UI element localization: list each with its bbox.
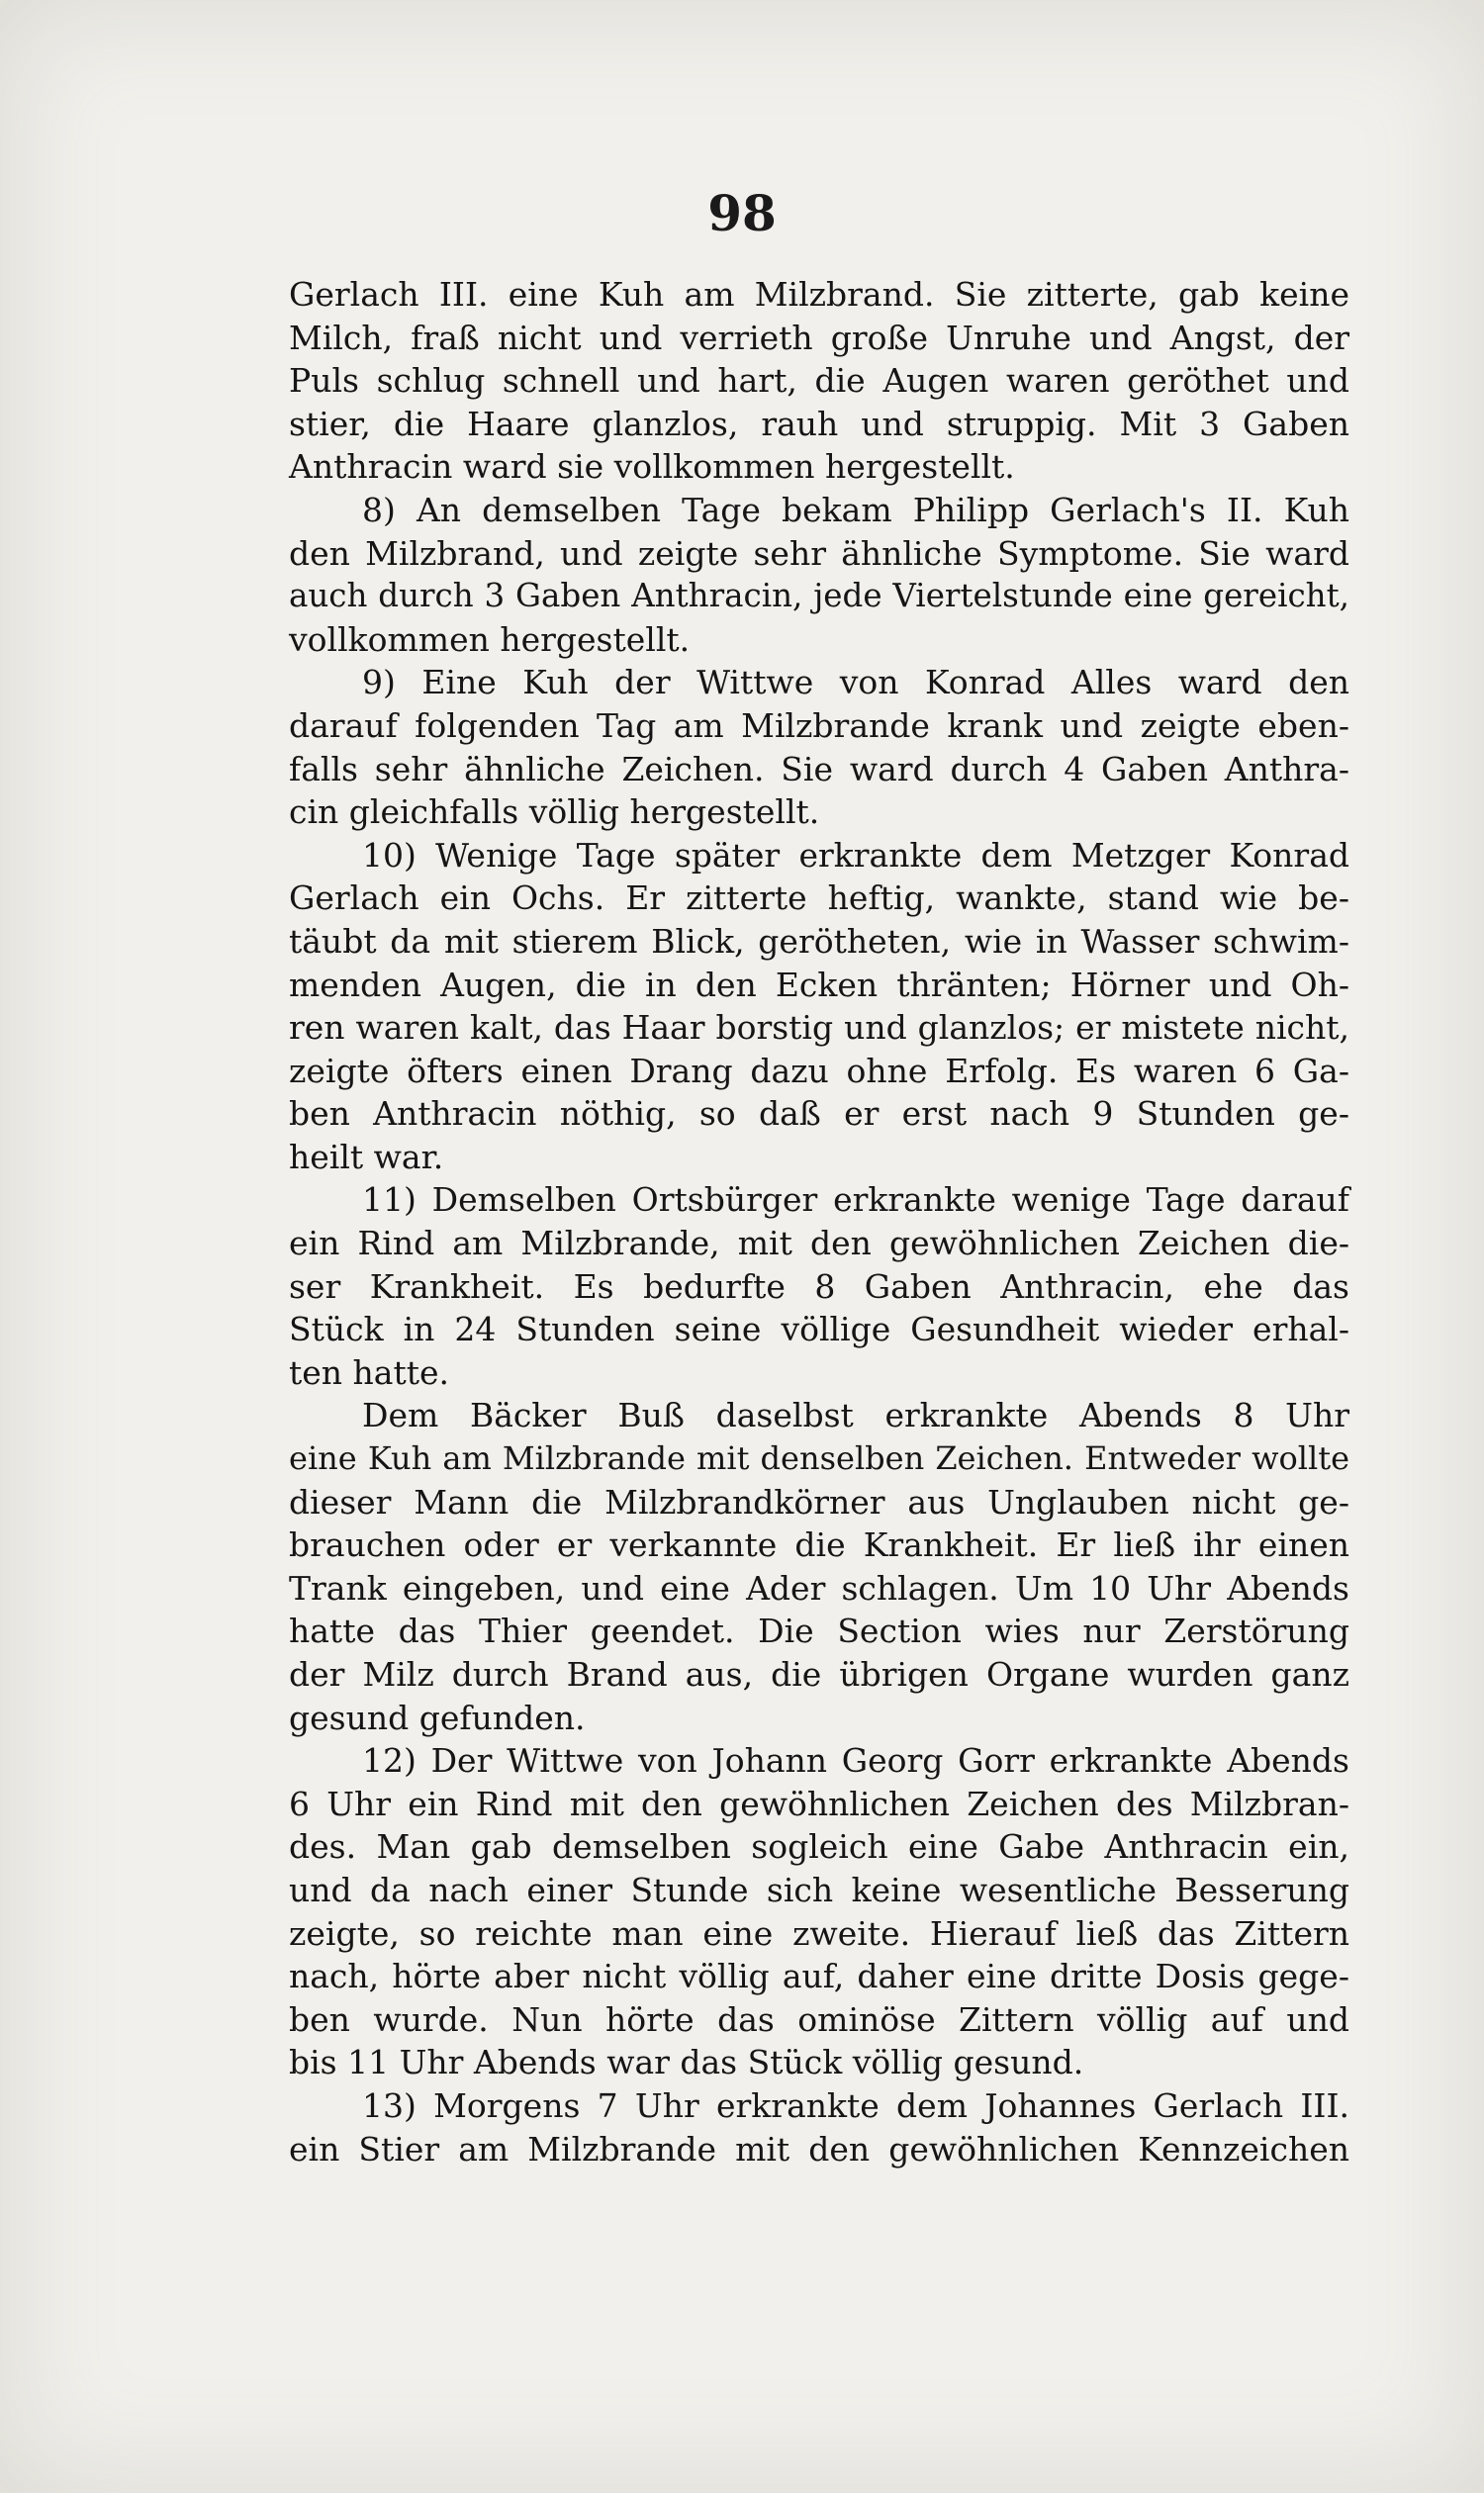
text-line: ein Rind am Milzbrande, mit den gewöhnlichen Zeichen die- <box>289 1224 1349 1263</box>
text-line: ben Anthracin nöthig, so daß er erst nach 9 Stunden ge- <box>289 1094 1349 1134</box>
text-line: heilt war. <box>289 1137 444 1176</box>
text-line: Milch, fraß nicht und verrieth große Unruhe und Angst, der <box>289 318 1349 357</box>
text-line: 6 Uhr ein Rind mit den gewöhnlichen Zeichen des Milzbran- <box>289 1784 1349 1823</box>
text-line: stier, die Haare glanzlos, rauh und struppig. Mit 3 Gaben <box>289 404 1349 443</box>
text-line: menden Augen, die in den Ecken thränten; Hörner und Oh- <box>289 965 1349 1004</box>
text-line: 8) An demselben Tage bekam Philipp Gerlach's II. Kuh <box>362 490 1349 529</box>
text-line: ren waren kalt, das Haar borstig und glanzlos; er mistete nicht, <box>289 1008 1349 1048</box>
text-line: Anthracin ward sie vollkommen hergestellt. <box>289 447 1015 487</box>
text-line: hatte das Thier geendet. Die Section wies nur Zerstörung <box>289 1612 1349 1651</box>
text-line: dieser Mann die Milzbrandkörner aus Unglauben nicht ge- <box>289 1482 1349 1522</box>
text-line: cin gleichfalls völlig hergestellt. <box>289 792 820 832</box>
text-line: 12) Der Wittwe von Johann Georg Gorr erkrankte Abends <box>362 1741 1349 1781</box>
text-line: ten hatte. <box>289 1352 450 1392</box>
text-line: des. Man gab demselben sogleich eine Gabe Anthracin ein, <box>289 1827 1349 1867</box>
text-line: den Milzbrand, und zeigte sehr ähnliche Symptome. Sie ward <box>289 533 1349 573</box>
text-line: falls sehr ähnliche Zeichen. Sie ward durch 4 Gaben Anthra- <box>289 749 1349 788</box>
text-line: Trank eingeben, und eine Ader schlagen. Um 10 Uhr Abends <box>289 1568 1349 1608</box>
text-line: gesund gefunden. <box>289 1698 586 1737</box>
text-line: ser Krankheit. Es bedurfte 8 Gaben Anthracin, ehe das <box>289 1266 1349 1306</box>
text-line: vollkommen hergestellt. <box>289 619 691 659</box>
text-line: Gerlach III. eine Kuh am Milzbrand. Sie zitterte, gab keine <box>289 275 1349 314</box>
text-line: der Milz durch Brand aus, die übrigen Organe wurden ganz <box>289 1655 1349 1694</box>
text-line: 13) Morgens 7 Uhr erkrankte dem Johannes Gerlach III. <box>362 2085 1349 2125</box>
text-line: auch durch 3 Gaben Anthracin, jede Viertelstunde eine gereicht, <box>289 577 1349 615</box>
text-line: ein Stier am Milzbrande mit den gewöhnlichen Kennzeichen <box>289 2129 1349 2169</box>
body-text <box>289 273 1349 2170</box>
text-line: zeigte öfters einen Drang dazu ohne Erfolg. Es waren 6 Ga- <box>289 1051 1349 1090</box>
text-line: Puls schlug schnell und hart, die Augen waren geröthet und <box>289 361 1349 401</box>
text-line: ben wurde. Nun hörte das ominöse Zittern völlig auf und <box>289 1999 1349 2039</box>
text-line: nach, hörte aber nicht völlig auf, daher eine dritte Dosis gege- <box>289 1957 1349 1996</box>
text-line: zeigte, so reichte man eine zweite. Hierauf ließ das Zittern <box>289 1913 1349 1953</box>
text-line: bis 11 Uhr Abends war das Stück völlig gesund. <box>289 2043 1084 2082</box>
text-line: Dem Bäcker Buß daselbst erkrankte Abends 8 Uhr <box>362 1396 1349 1435</box>
text-line: eine Kuh am Milzbrande mit denselben Zeichen. Entweder wollte <box>289 1439 1349 1478</box>
text-line: 11) Demselben Ortsbürger erkrankte wenige Tage darauf <box>362 1180 1349 1220</box>
page-number: 98 <box>707 184 777 242</box>
text-line: 10) Wenige Tage später erkrankte dem Metzger Konrad <box>362 835 1349 875</box>
text-line: Stück in 24 Stunden seine völlige Gesundheit wieder erhal- <box>289 1310 1349 1349</box>
text-line: Gerlach ein Ochs. Er zitterte heftig, wankte, stand wie be- <box>289 878 1349 918</box>
text-line: 9) Eine Kuh der Wittwe von Konrad Alles ward den <box>362 663 1349 702</box>
text-line: und da nach einer Stunde sich keine wesentliche Besserung <box>289 1870 1349 1909</box>
text-line: darauf folgenden Tag am Milzbrande krank und zeigte eben- <box>289 705 1349 745</box>
text-line: täubt da mit stierem Blick, gerötheten, wie in Wasser schwim- <box>289 921 1349 961</box>
text-line: brauchen oder er verkannte die Krankheit. Er ließ ihr einen <box>289 1525 1349 1565</box>
